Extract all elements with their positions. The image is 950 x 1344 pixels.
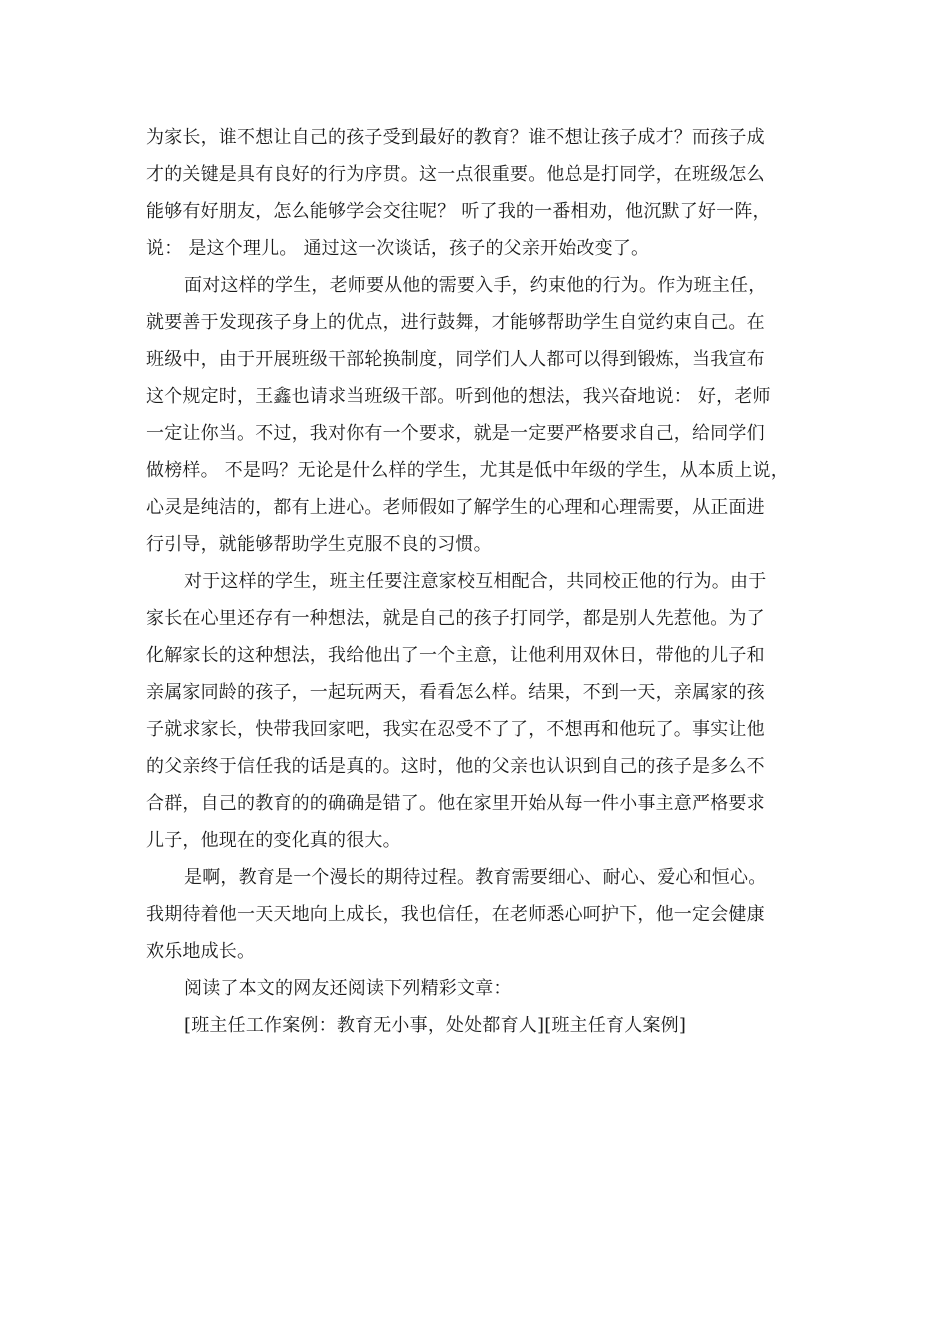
text-line: 我期待着他一天天地向上成长，我也信任，在老师悉心呵护下，他一定会健康 [146, 904, 765, 925]
text-line: 这个规定时，王鑫也请求当班级干部。听到他的想法，我兴奋地说： 好，老师 [146, 386, 771, 407]
text-line: 欢乐地成长。 [146, 941, 256, 962]
text-line: 就要善于发现孩子身上的优点，进行鼓舞，才能够帮助学生自觉约束自己。在 [146, 312, 765, 333]
text-line: 面对这样的学生，老师要从他的需要入手，约束他的行为。作为班主任， [184, 275, 767, 296]
text-line: 说： 是这个理儿。 通过这一次谈话，孩子的父亲开始改变了。 [146, 238, 650, 259]
text-line: 心灵是纯洁的，都有上进心。老师假如了解学生的心理和心理需要，从正面进 [146, 497, 765, 518]
text-line: 一定让你当。不过，我对你有一个要求，就是一定要严格要求自己，给同学们 [146, 423, 765, 444]
text-line: 做榜样。 不是吗？无论是什么样的学生，尤其是低中年级的学生，从本质上说， [146, 460, 789, 481]
text-line: 化解家长的这种想法，我给他出了一个主意，让他利用双休日，带他的儿子和 [146, 645, 765, 666]
text-line: 对于这样的学生，班主任要注意家校互相配合，共同校正他的行为。由于 [184, 571, 767, 592]
related-articles-heading: 阅读了本文的网友还阅读下列精彩文章： [184, 978, 512, 999]
text-line: 才的关键是具有良好的行为序贯。这一点很重要。他总是打同学，在班级怎么 [146, 164, 765, 185]
text-line: 的父亲终于信任我的话是真的。这时，他的父亲也认识到自己的孩子是多么不 [146, 756, 765, 777]
text-line: 合群，自己的教育的的确确是错了。他在家里开始从每一件小事主意严格要求 [146, 793, 765, 814]
text-line: 儿子，他现在的变化真的很大。 [146, 830, 401, 851]
text-line: 班级中，由于开展班级干部轮换制度，同学们人人都可以得到锻炼，当我宣布 [146, 349, 765, 370]
text-line: 能够有好朋友，怎么能够学会交往呢？ 听了我的一番相劝，他沉默了好一阵， [146, 201, 771, 222]
related-articles-links[interactable]: [班主任工作案例：教育无小事，处处都育人][班主任育人案例] [184, 1015, 687, 1036]
text-line: 是啊，教育是一个漫长的期待过程。教育需要细心、耐心、爱心和恒心。 [184, 867, 767, 888]
text-line: 子就求家长，快带我回家吧，我实在忍受不了了，不想再和他玩了。事实让他 [146, 719, 765, 740]
text-line: 为家长，谁不想让自己的孩子受到最好的教育？谁不想让孩子成才？而孩子成 [146, 127, 765, 148]
text-line: 行引导，就能够帮助学生克服不良的习惯。 [146, 534, 492, 555]
text-line: 家长在心里还存有一种想法，就是自己的孩子打同学，都是别人先惹他。为了 [146, 608, 765, 629]
text-line: 亲属家同龄的孩子，一起玩两天，看看怎么样。结果，不到一天，亲属家的孩 [146, 682, 765, 703]
